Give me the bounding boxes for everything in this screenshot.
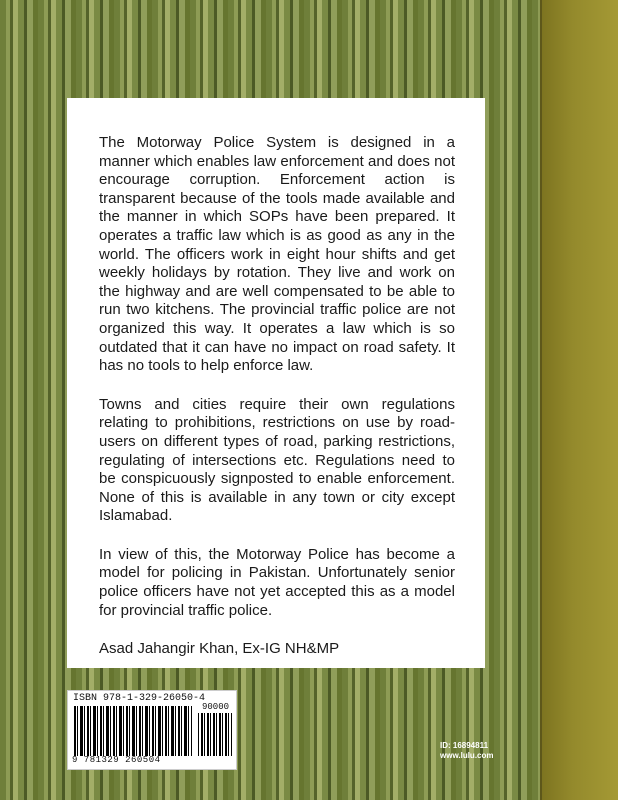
isbn-barcode [67, 690, 237, 770]
price-addon-code: 90000 [202, 702, 230, 712]
right-spine-panel [540, 0, 618, 800]
blurb-paragraph-1: The Motorway Police System is designed in a manner which enables law enforcement and does not encourage corruption. Enforcement action is transparent because of the tools made available and the manner in which SOPs have been prepared. It operates a traffic law which is as good as any in the world. The officers work in eight hour shifts and get weekly holidays by rotation. They live and work on the highway and are well compensated to be able to run two kitchens. The provincial traffic police are not organized this way. It operates a law which is so outdated that it can have no impact on road safety. It has no tools to help enforce law. [99, 134, 455, 375]
addon-barcode-bars [198, 713, 232, 756]
isbn-text: ISBN 978-1-329-26050-4 [73, 693, 206, 704]
blurb-paragraph-2: Towns and cities require their own regulations relating to prohibitions, restrictions on use by road-users on different types of road, parking restrictions, regulating of intersections etc. Regulations need to be conspicuously signposted to enable enforcement. None of this is available in any town or city except Islamabad. [99, 395, 455, 525]
back-cover-text-panel [67, 98, 485, 668]
blurb-paragraph-3: In view of this, the Motorway Police has become a model for policing in Pakistan. Unfortunately senior police officers have not yet accepted this as a model for provincial traffic police. [99, 545, 455, 619]
barcode-bars [74, 706, 192, 756]
lulu-id: ID: 16894811 [440, 741, 489, 750]
barcode-digits: 9 781329 260504 [72, 755, 161, 765]
blurb-body [99, 134, 455, 679]
lulu-url: www.lulu.com [440, 751, 494, 760]
author-line: Asad Jahangir Khan, Ex-IG NH&MP [99, 640, 340, 658]
